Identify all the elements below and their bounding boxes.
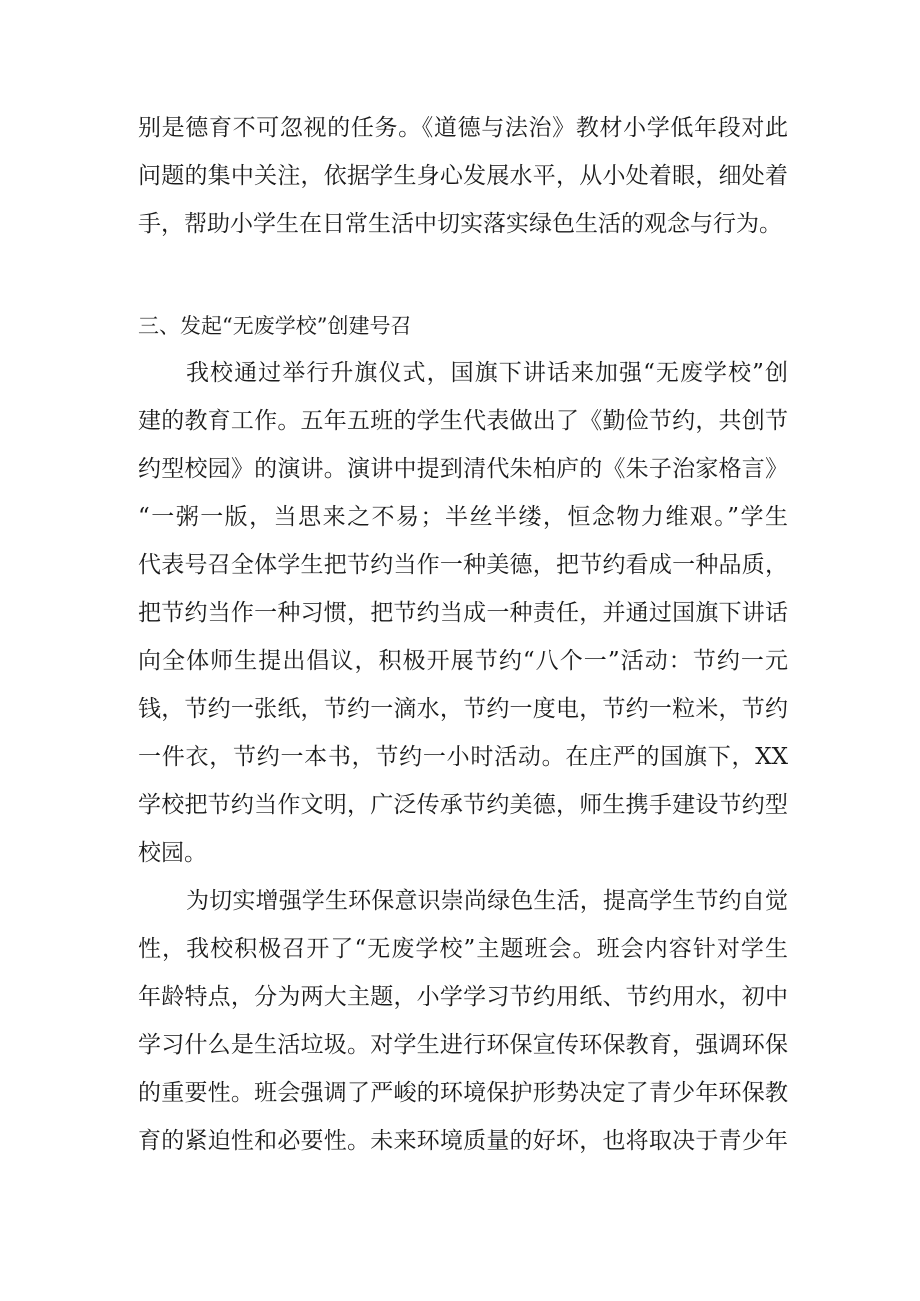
paragraph-3-line-2: 性，我校积极召开了“无废学校”主题班会。班会内容针对学生 — [138, 936, 788, 962]
paragraph-3-line-1: 为切实增强学生环保意识崇尚绿色生活，提高学生节约自觉 — [186, 888, 788, 914]
paragraph-top-line-1: 别是德育不可忽视的任务。《道德与法治》教材小学低年段对此 — [138, 115, 788, 141]
paragraph-top-line-2: 问题的集中关注，依据学生身心发展水平，从小处着眼，细处着 — [138, 163, 788, 189]
paragraph-2-line-5: 代表号召全体学生把节约当作一种美德，把节约看成一种品质， — [138, 552, 788, 578]
paragraph-3-line-5: 的重要性。班会强调了严峻的环境保护形势决定了青少年环保教 — [138, 1080, 788, 1106]
paragraph-2-line-1: 我校通过举行升旗仪式，国旗下讲话来加强“无废学校”创 — [186, 360, 788, 386]
paragraph-3-line-3: 年龄特点，分为两大主题，小学学习节约用纸、节约用水，初中 — [138, 984, 788, 1010]
paragraph-3-line-6: 育的紧迫性和必要性。未来环境质量的好坏，也将取决于青少年 — [138, 1128, 788, 1154]
paragraph-2-line-3: 约型校园》的演讲。演讲中提到清代朱柏庐的《朱子治家格言》 — [138, 456, 788, 482]
paragraph-2-line-6: 把节约当作一种习惯，把节约当成一种责任，并通过国旗下讲话 — [138, 600, 788, 626]
paragraph-2-line-11: 校园。 — [138, 840, 207, 866]
paragraph-2-line-10: 学校把节约当作文明，广泛传承节约美德，师生携手建设节约型 — [138, 792, 788, 818]
paragraph-3-line-4: 学习什么是生活垃圾。对学生进行环保宣传环保教育，强调环保 — [138, 1032, 788, 1058]
paragraph-2-line-2: 建的教育工作。五年五班的学生代表做出了《勤俭节约，共创节 — [138, 408, 788, 434]
section-heading: 三、发起“无废学校”创建号召 — [138, 314, 412, 338]
paragraph-2-line-7: 向全体师生提出倡议，积极开展节约“八个一”活动：节约一元 — [138, 648, 788, 674]
paragraph-2-line-9: 一件衣，节约一本书，节约一小时活动。在庄严的国旗下，XX — [138, 744, 788, 770]
paragraph-2-line-8: 钱，节约一张纸，节约一滴水，节约一度电，节约一粒米，节约 — [138, 696, 788, 722]
paragraph-2-line-4: “一粥一版，当思来之不易；半丝半缕，恒念物力维艰。”学生 — [138, 504, 788, 530]
paragraph-top-line-3: 手，帮助小学生在日常生活中切实落实绿色生活的观念与行为。 — [138, 211, 782, 237]
